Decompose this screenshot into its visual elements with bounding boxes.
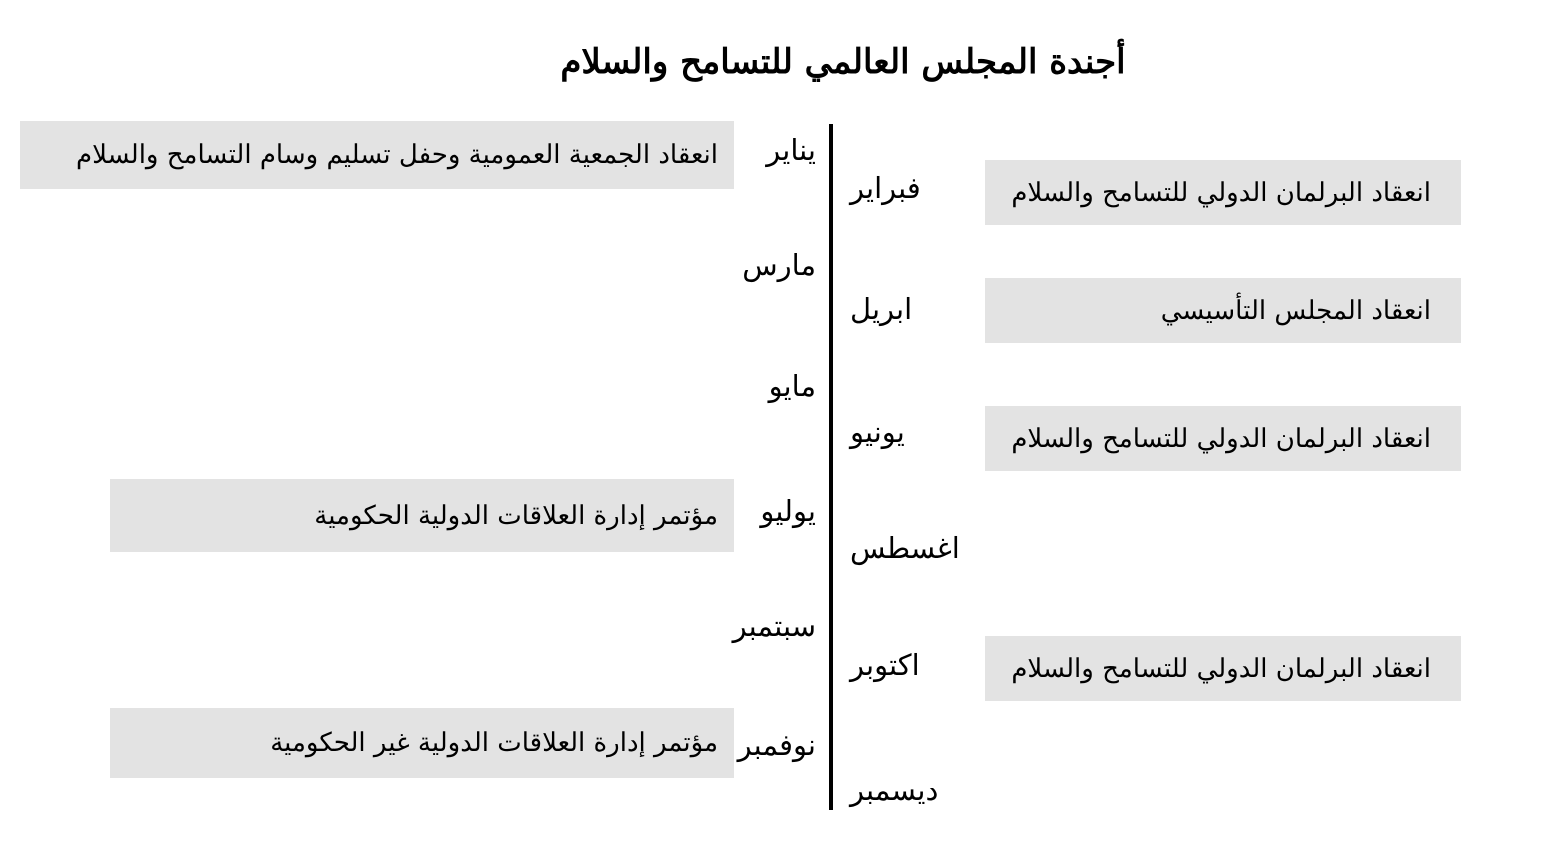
month-may: مايو [768,369,816,403]
month-august: اغسطس [850,531,960,565]
event-label-november: مؤتمر إدارة العلاقات الدولية غير الحكومية [270,728,718,758]
event-box-june [985,406,1461,471]
month-june: يونيو [850,415,905,449]
event-label-january: انعقاد الجمعية العمومية وحفل تسليم وسام التسامح والسلام [75,140,718,170]
timeline-axis [829,124,833,810]
page-title: أجندة المجلس العالمي للتسامح والسلام [560,42,1126,82]
event-box-july [110,479,734,552]
event-label-april: انعقاد المجلس التأسيسي [1160,295,1431,326]
month-september: سبتمبر [732,609,816,643]
event-label-july: مؤتمر إدارة العلاقات الدولية الحكومية [314,500,718,531]
event-box-april [985,278,1461,343]
month-january: يناير [766,133,816,167]
event-box-november [110,708,734,778]
month-march: مارس [742,248,816,282]
event-label-february: انعقاد البرلمان الدولي للتسامح والسلام [1011,177,1431,208]
month-july: يوليو [760,494,816,528]
month-february: فبراير [850,171,921,205]
month-december: ديسمبر [850,773,939,807]
event-box-january [20,121,734,189]
month-october: اكتوبر [850,648,920,682]
event-label-october: انعقاد البرلمان الدولي للتسامح والسلام [1011,653,1431,684]
event-box-february [985,160,1461,225]
event-label-june: انعقاد البرلمان الدولي للتسامح والسلام [1011,423,1431,454]
month-november: نوفمبر [737,728,816,762]
month-april: ابريل [850,292,913,326]
event-box-october [985,636,1461,701]
